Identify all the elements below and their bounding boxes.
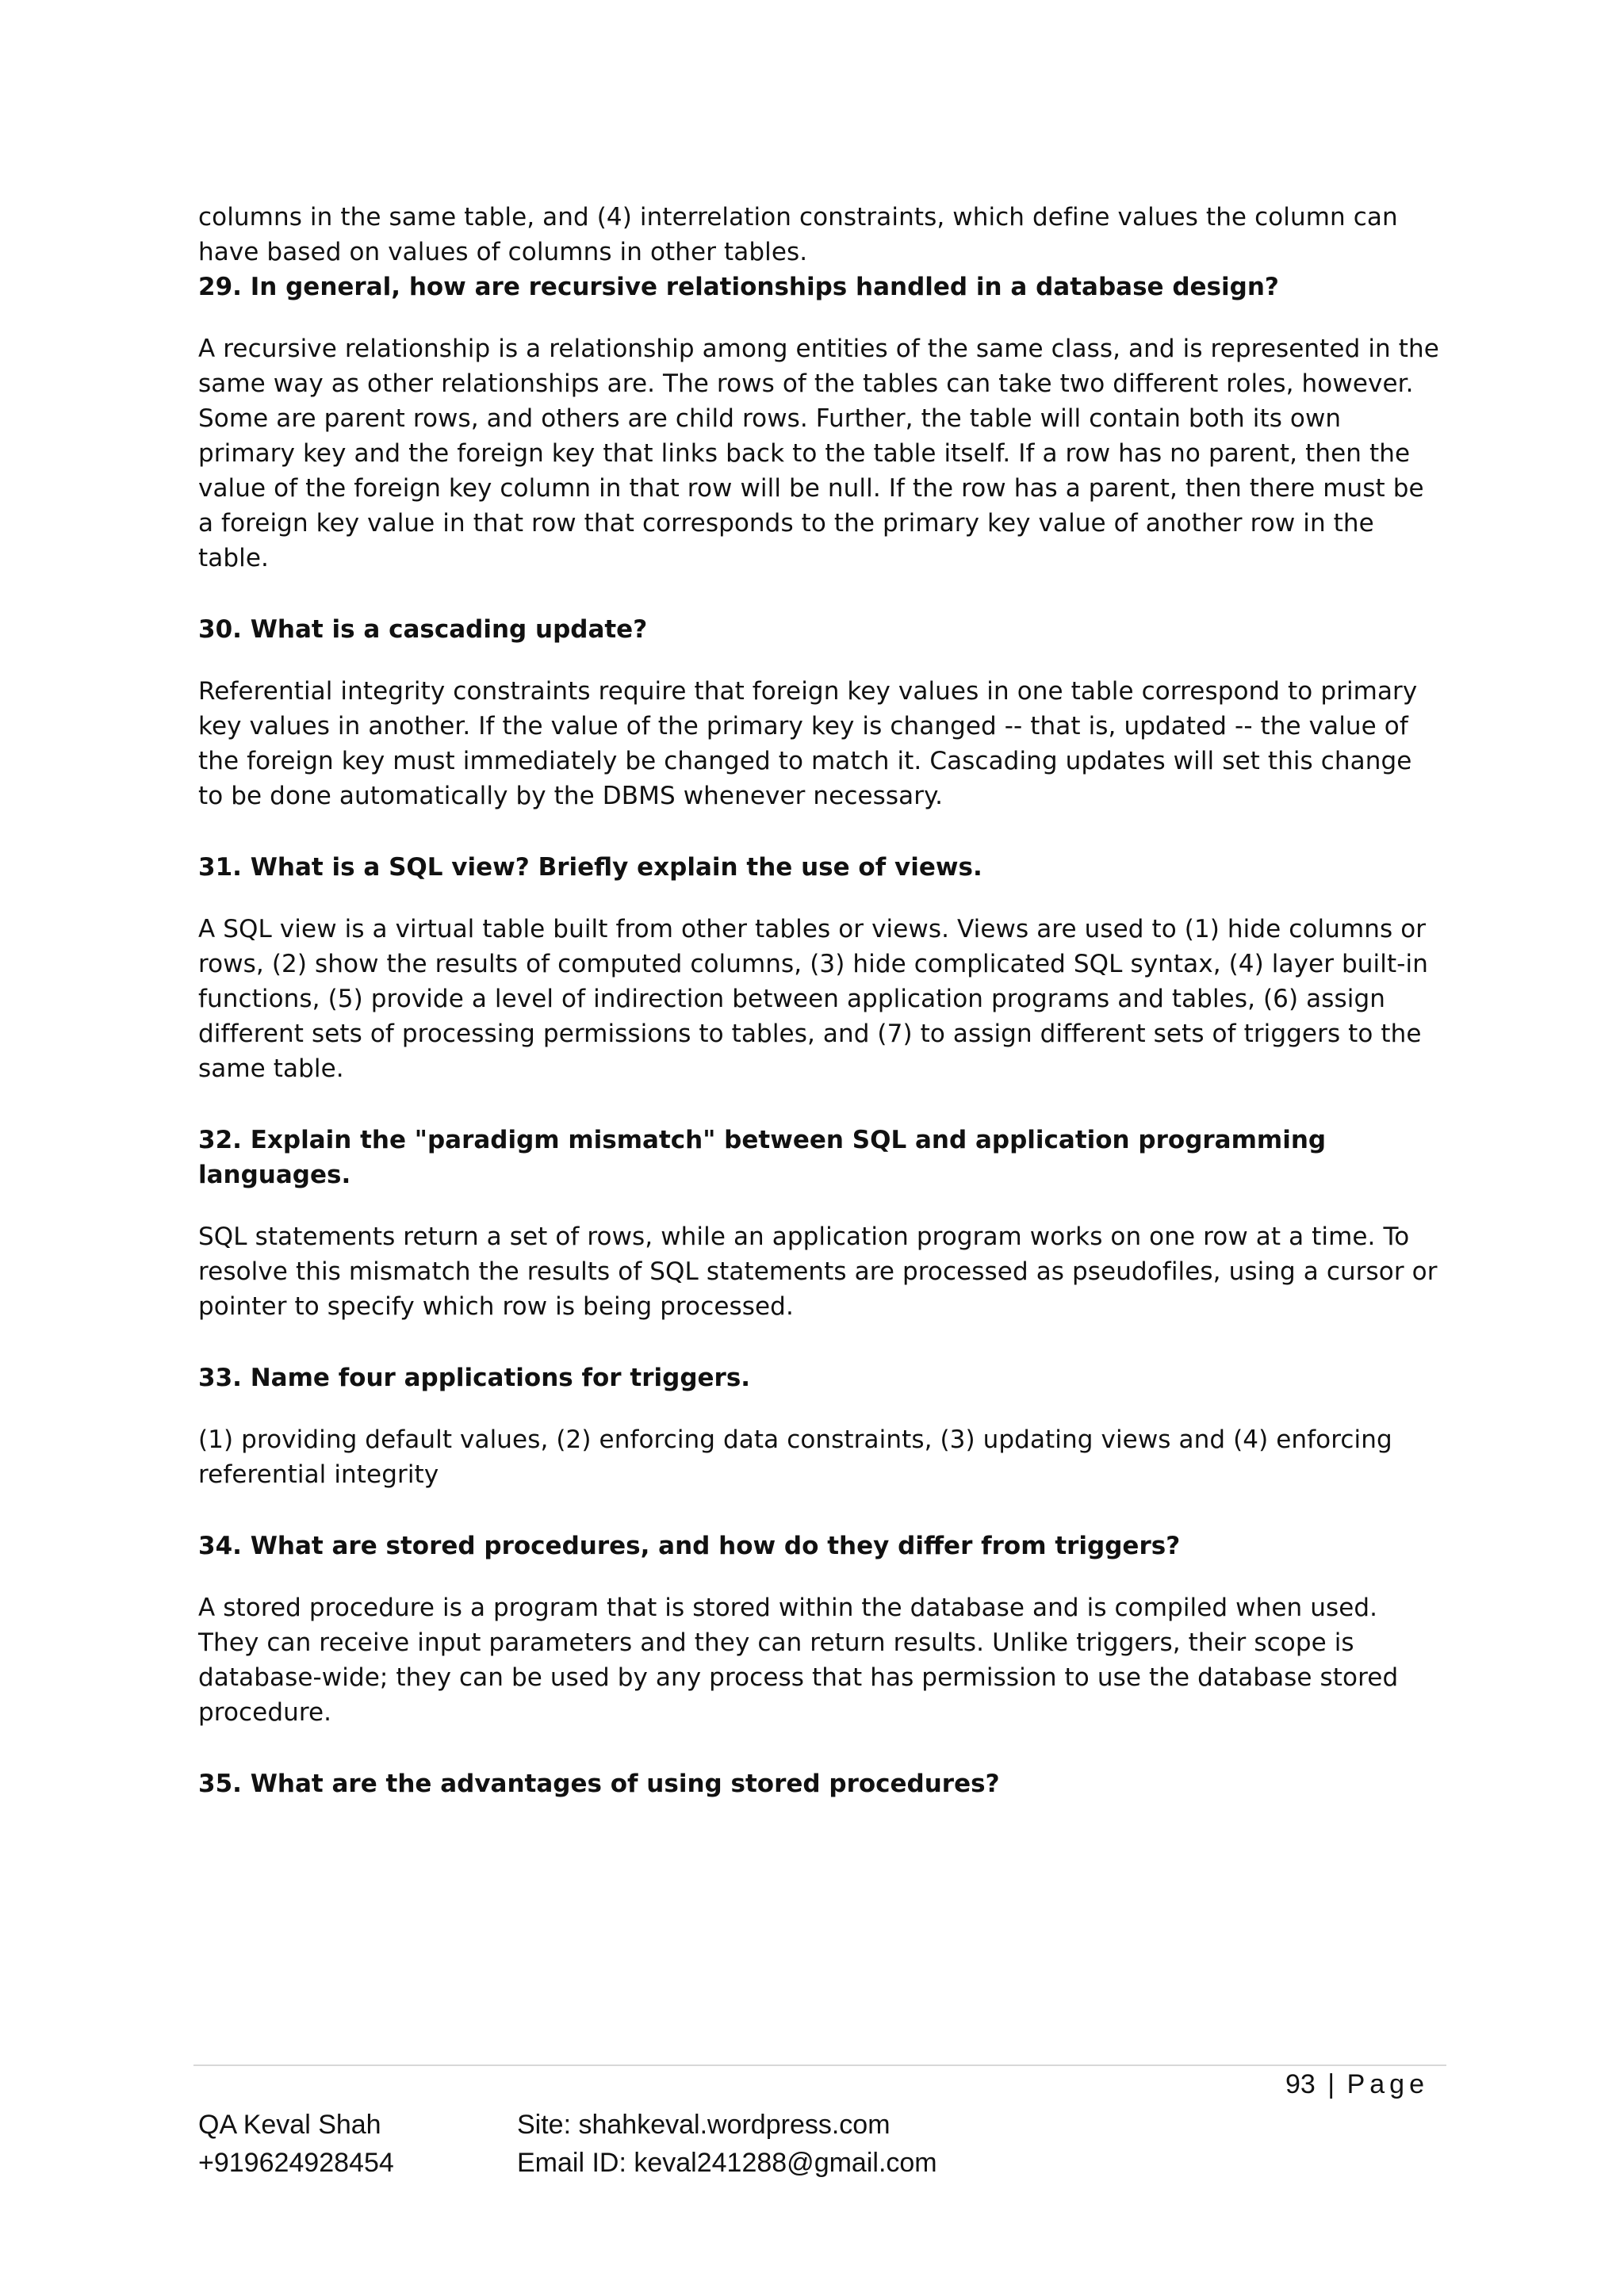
author-phone: +919624928454 (198, 2148, 394, 2178)
page-separator: | (1327, 2069, 1335, 2099)
qa-item-35 (198, 1766, 1443, 1801)
qa-item-31 (198, 850, 1443, 1086)
page-content (198, 200, 1443, 1838)
answer-paragraph: Referential integrity constraints require that foreign key values in one table correspond to primary key values in another. If the value of the primary key is changed -- that is, updated -- the value of the foreign key must immediately be changed to match it. Cascading updates will set this change to be done automatically by the DBMS whenever necessary. (198, 677, 1418, 810)
question-heading: 33. Name four applications for triggers. (198, 1364, 751, 1392)
author-name: QA Keval Shah (198, 2110, 381, 2140)
answer-paragraph: A SQL view is a virtual table built from other tables or views. Views are used to (1) hide columns or rows, (2) show the results of computed columns, (3) hide complicated SQL syntax, (4) layer built-in functions, (5) provide a level of indirection between application programs and tables, (6) assign different sets of processing permissions to tables, and (7) to assign different sets of triggers to the same table. (198, 915, 1428, 1083)
footer-author-block (198, 2106, 394, 2182)
footer-contact-block (517, 2106, 937, 2182)
intro-paragraph: columns in the same table, and (4) interrelation constraints, which define values the column can have based on values of columns in other tables. (198, 203, 1398, 266)
author-email: Email ID: keval241288@gmail.com (517, 2148, 937, 2178)
question-heading: 35. What are the advantages of using stored procedures? (198, 1770, 1000, 1798)
qa-item-34 (198, 1529, 1443, 1730)
page-number: 93 (1285, 2069, 1316, 2099)
qa-item-33 (198, 1360, 1443, 1492)
answer-paragraph: A stored procedure is a program that is stored within the database and is compiled when used. They can receive input parameters and they can return results. Unlike triggers, their scope is database-wide; they can be used by any process that has permission to use the database stored procedure. (198, 1594, 1399, 1727)
question-heading: 30. What is a cascading update? (198, 615, 648, 644)
author-site: Site: shahkeval.wordpress.com (517, 2110, 891, 2140)
qa-item-32 (198, 1123, 1443, 1324)
qa-item-30 (198, 612, 1443, 813)
answer-paragraph: A recursive relationship is a relationship among entities of the same class, and is represented in the same way as other relationships are. The rows of the tables can take two different roles, however. Some are parent rows, and others are child rows. Further, the table will contain both its own primary key and the foreign key that links back to the table itself. If a row has no parent, then the value of the foreign key column in that row will be null. If the row has a parent, then there must be a foreign key value in that row that corresponds to the primary key value of another row in the table. (198, 335, 1439, 572)
qa-item-29 (198, 270, 1443, 576)
question-heading: 31. What is a SQL view? Briefly explain the use of views. (198, 853, 982, 882)
page-number-label (1285, 2069, 1429, 2100)
footer-divider (193, 2064, 1446, 2066)
page-word: Page (1346, 2069, 1429, 2099)
question-heading: 29. In general, how are recursive relationships handled in a database design? (198, 273, 1279, 301)
question-heading: 34. What are stored procedures, and how do they differ from triggers? (198, 1532, 1181, 1560)
answer-paragraph: SQL statements return a set of rows, while an application program works on one row at a time. To resolve this mismatch the results of SQL statements are processed as pseudofiles, using a cursor or pointer to specify which row is being processed. (198, 1223, 1438, 1321)
answer-paragraph: (1) providing default values, (2) enforcing data constraints, (3) updating views and (4) enforcing referential integrity (198, 1425, 1392, 1489)
question-heading: 32. Explain the "paradigm mismatch" between SQL and application programming languages. (198, 1126, 1327, 1189)
